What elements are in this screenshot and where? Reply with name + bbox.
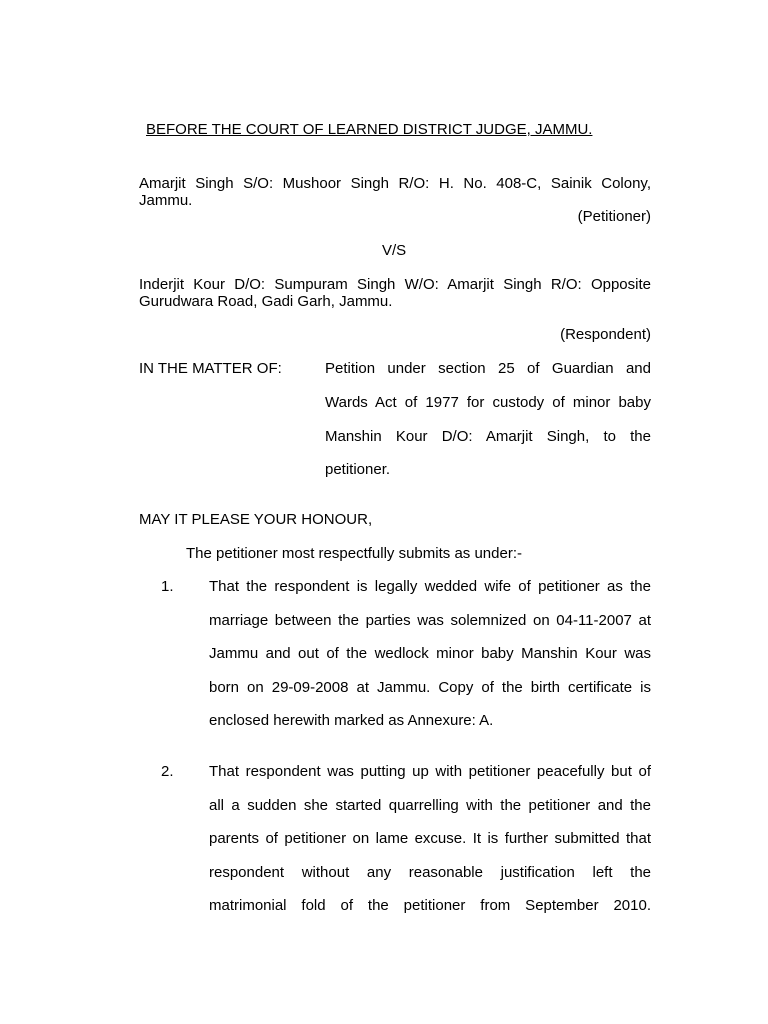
paragraph-line: enclosed herewith marked as Annexure: A. — [209, 712, 494, 729]
paragraph-line: That the respondent is legally wedded wife of petitioner as the — [209, 578, 651, 595]
intro-line: The petitioner most respectfully submits as under:- — [186, 545, 522, 562]
respondent-role: (Respondent) — [560, 326, 651, 343]
matter-line: Wards Act of 1977 for custody of minor baby — [325, 394, 651, 411]
petitioner-address-line-1: Amarjit Singh S/O: Mushoor Singh R/O: H. No. 408-C, Sainik Colony, — [139, 175, 651, 192]
petitioner-address-line-2: Jammu. — [139, 192, 193, 209]
matter-label: IN THE MATTER OF: — [139, 360, 282, 377]
page-title: BEFORE THE COURT OF LEARNED DISTRICT JUDGE, JAMMU. — [146, 121, 593, 138]
paragraph-line: born on 29-09-2008 at Jammu. Copy of the birth certificate is — [209, 679, 651, 696]
petitioner-role: (Petitioner) — [577, 208, 651, 225]
salutation: MAY IT PLEASE YOUR HONOUR, — [139, 511, 373, 528]
paragraph-number: 1. — [161, 578, 174, 595]
paragraph-line: respondent without any reasonable justification left the — [209, 864, 651, 881]
paragraph-line: all a sudden she started quarrelling with the petitioner and the — [209, 797, 651, 814]
paragraph-line: Jammu and out of the wedlock minor baby Manshin Kour was — [209, 645, 651, 662]
matter-line: Petition under section 25 of Guardian and — [325, 360, 651, 377]
versus-label: V/S — [382, 242, 407, 259]
matter-line: Manshin Kour D/O: Amarjit Singh, to the — [325, 428, 651, 445]
respondent-address-line-1: Inderjit Kour D/O: Sumpuram Singh W/O: Amarjit Singh R/O: Opposite — [139, 276, 651, 293]
respondent-address-line-2: Gurudwara Road, Gadi Garh, Jammu. — [139, 293, 393, 310]
paragraph-line: matrimonial fold of the petitioner from September 2010. — [209, 897, 651, 914]
paragraph-line: marriage between the parties was solemnized on 04-11-2007 at — [209, 612, 651, 629]
paragraph-number: 2. — [161, 763, 174, 780]
paragraph-line: That respondent was putting up with petitioner peacefully but of — [209, 763, 651, 780]
paragraph-line: parents of petitioner on lame excuse. It is further submitted that — [209, 830, 651, 847]
matter-line: petitioner. — [325, 461, 391, 478]
